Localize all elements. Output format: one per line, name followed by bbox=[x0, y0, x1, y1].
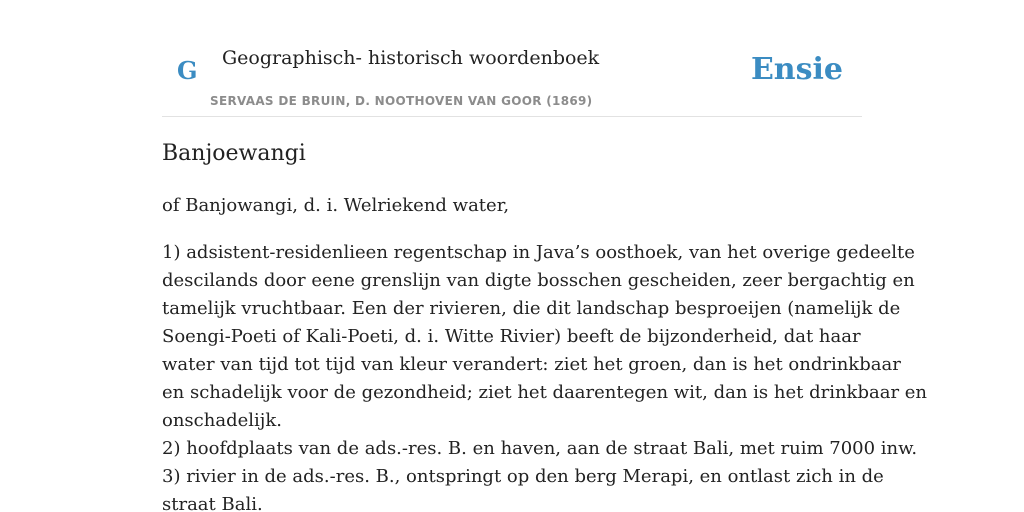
entry-body bbox=[162, 239, 928, 512]
entry-body-line: en schadelijk voor de gezondheid; ziet het daarentegen wit, dan is het drinkbaar en bbox=[162, 382, 928, 403]
entry-body-line: water van tijd tot tijd van kleur verandert: ziet het groen, dan is het ondrinkbaar bbox=[162, 354, 901, 375]
entry-body-line: straat Bali. bbox=[162, 494, 263, 512]
entry-body-line: Soengi-Poeti of Kali-Poeti, d. i. Witte Rivier) beeft de bijzonderheid, dat haar bbox=[162, 326, 861, 347]
header bbox=[162, 0, 862, 117]
entry-body-line: tamelijk vruchtbaar. Een der rivieren, die dit landschap besproeijen (namelijk de bbox=[162, 298, 901, 319]
entry-body-line: descilands door eene grenslijn van digte bosschen gescheiden, zeer bergachtig en bbox=[162, 270, 915, 291]
entry-subtitle: of Banjowangi, d. i. Welriekend water, bbox=[162, 195, 510, 216]
entry-body-line: 3) rivier in de ads.-res. B., ontspringt op den berg Merapi, en ontlast zich in de bbox=[162, 466, 884, 487]
entry-body-line: 1) adsistent-residenlieen regentschap in Java’s oosthoek, van het overige gedeelte bbox=[162, 242, 915, 263]
book-letter-icon[interactable]: G bbox=[177, 56, 198, 85]
entry-title: Banjoewangi bbox=[162, 141, 306, 166]
entry-body-line: 2) hoofdplaats van de ads.-res. B. en haven, aan de straat Bali, met ruim 7000 inw. bbox=[162, 438, 918, 459]
book-title-link[interactable]: Geographisch- historisch woordenboek bbox=[222, 47, 600, 69]
book-authors: SERVAAS DE BRUIN, D. NOOTHOVEN VAN GOOR (1869) bbox=[210, 94, 593, 108]
entry-body-line: onschadelijk. bbox=[162, 410, 282, 431]
brand-logo[interactable]: Ensie bbox=[750, 52, 843, 87]
